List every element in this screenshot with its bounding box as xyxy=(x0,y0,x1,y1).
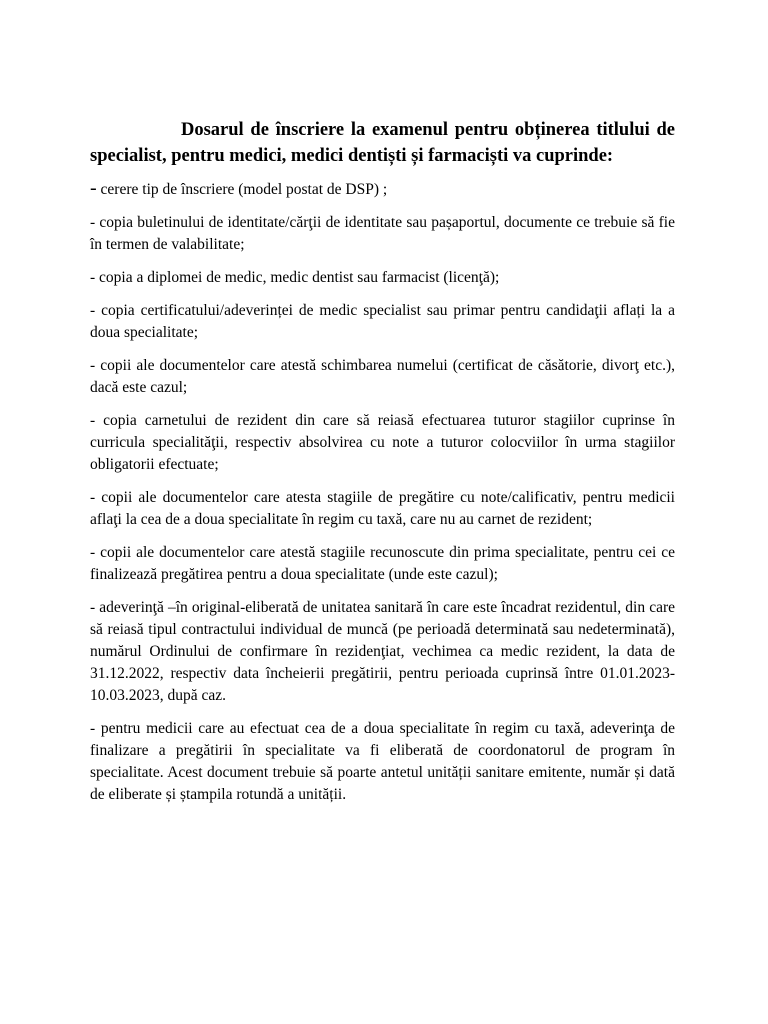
list-item-text: copii ale documentelor care atestă stagiile recunoscute din prima specialitate, pentru cei ce finalizează pregătirea pentru a doua specialitate (unde este cazul); xyxy=(90,544,675,583)
list-item xyxy=(90,410,675,476)
list-item-text: copia carnetului de rezident din care să reiasă efectuarea tuturor stagiilor cuprinse în curricula specialităţii, respectiv absolvirea cu note a tuturor colocviilor în urma stagiilor obligatorii efectuate; xyxy=(90,412,675,473)
list-dash: - xyxy=(90,599,96,616)
list-item xyxy=(90,597,675,707)
list-item-text: copii ale documentelor care atesta stagiile de pregătire cu note/calificativ, pentru medicii aflaţi la cea de a doua specialitate în regim cu taxă, care nu au carnet de rezident; xyxy=(90,489,675,528)
list-item xyxy=(90,300,675,344)
list-item xyxy=(90,542,675,586)
list-dash: - xyxy=(90,214,96,231)
list-dash: - xyxy=(90,412,96,429)
list-dash: - xyxy=(90,720,96,737)
list-item-text: pentru medicii care au efectuat cea de a doua specialitate în regim cu taxă, adeverinţa de finalizare a pregătirii în specialitate va fi eliberată de coordonatorul de program în specialitate. Acest document trebuie să poarte antetul unității sanitare emitente, număr și dată de eliberate și ștampila rotundă a unității. xyxy=(90,720,675,803)
list-item xyxy=(90,177,675,201)
list-dash: - xyxy=(90,544,96,561)
list-item-text: copia a diplomei de medic, medic dentist sau farmacist (licenţă); xyxy=(95,269,500,286)
requirements-list xyxy=(90,177,675,806)
list-dash: - xyxy=(90,177,97,199)
list-item xyxy=(90,212,675,256)
list-item-text: cerere tip de înscriere (model postat de DSP) ; xyxy=(96,181,388,198)
list-item xyxy=(90,487,675,531)
document-title: Dosarul de înscriere la examenul pentru obținerea titlului de specialist, pentru medici, medici dentiști și farmaciști va cuprinde: xyxy=(90,120,675,166)
list-item-text: copia certificatului/adeverinței de medic specialist sau primar pentru candidaţii aflați la a doua specialitate; xyxy=(90,302,675,341)
list-item-text: copia buletinului de identitate/cărţii de identitate sau pașaportul, documente ce trebuie să fie în termen de valabilitate; xyxy=(90,214,675,253)
list-dash: - xyxy=(90,357,96,374)
list-dash: - xyxy=(90,269,96,286)
list-item-text: adeverinţă –în original-eliberată de unitatea sanitară în care este încadrat rezidentul, din care să reiasă tipul contractului individual de muncă (pe perioadă determinată sau nedeterminată), numărul Ordinului de confirmare în rezidenţiat, vechimea ca medic rezident, la data de 31.12.2022, respectiv data încheierii pregătirii, pentru perioada cuprinsă între 01.01.2023-10.03.2023, după caz. xyxy=(90,599,675,704)
list-item-text: copii ale documentelor care atestă schimbarea numelui (certificat de căsătorie, divorţ etc.), dacă este cazul; xyxy=(90,357,675,396)
list-item xyxy=(90,718,675,806)
list-dash: - xyxy=(90,302,96,319)
list-item xyxy=(90,355,675,399)
document-page xyxy=(90,117,675,817)
list-dash: - xyxy=(90,489,96,506)
list-item xyxy=(90,267,675,289)
